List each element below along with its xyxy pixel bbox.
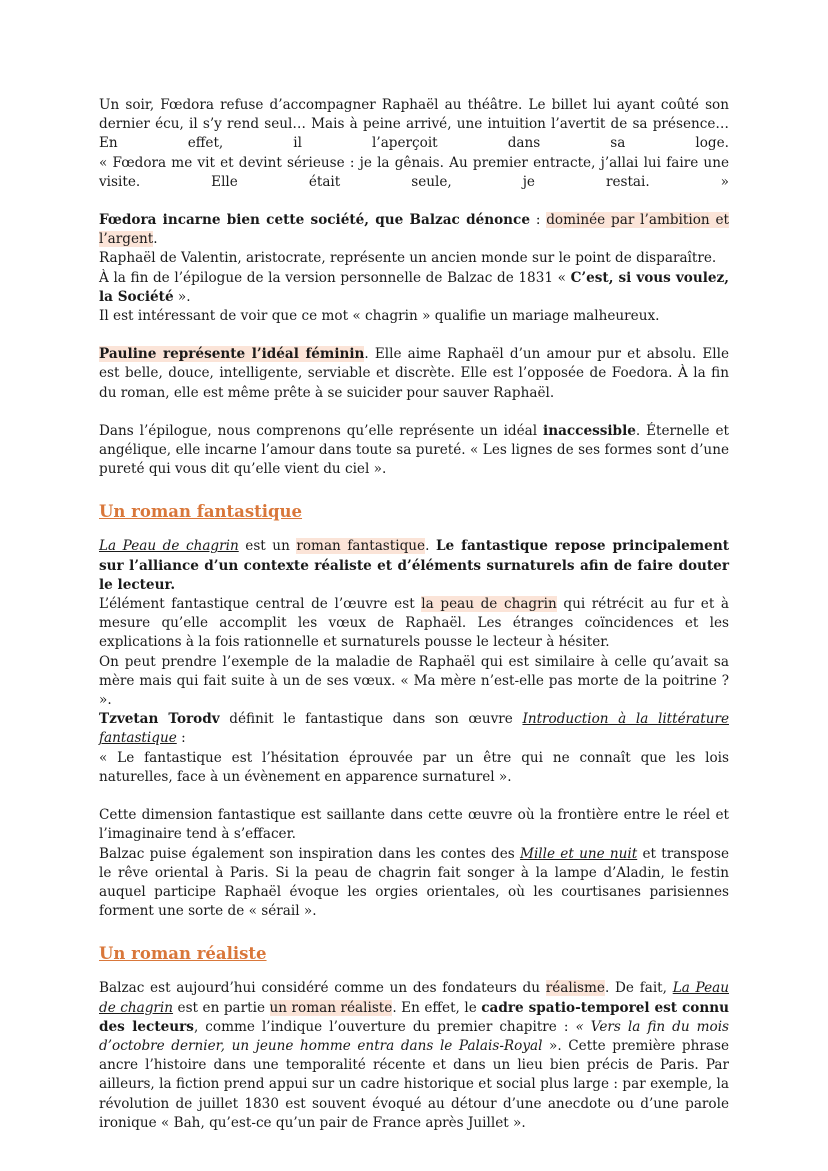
- book-title: Mille et une nuit: [520, 845, 638, 862]
- text: ». Cette première phrase ancre l’histoire dans une temporalité récente et dans un lieu bien précis de Paris. Par ailleurs, la fiction prend appui sur un cadre historique et social plus large : par exemple, la révolution de juillet 1830 est souvent évoqué au détour d’une anecdote ou d’une parole ironique « Bah, qu’est-ce qu’un pair de France après Juillet ».: [99, 1037, 729, 1131]
- highlight: dominée par l’ambition et l’argent: [99, 212, 729, 248]
- paragraph-chagrin-word: Il est intéressant de voir que ce mot « chagrin » qualifie un mariage malheureux.: [99, 308, 660, 325]
- quote-foedora: « Fœdora me vit et devint sérieuse : je la gênais. Au premier entracte, j’allai lui faire une visite. Elle était seule, je restai. »: [99, 154, 729, 190]
- text: définit le fantastique dans son œuvre: [219, 711, 523, 728]
- book-title: La Peau de chagrin: [99, 980, 729, 1016]
- text: . Elle aime Raphaël d’un amour pur et absolu. Elle est belle, douce, intelligente, serviable et discrète. Elle est l’opposée de Foedora. À la fin du roman, elle est même prête à se suicider pour sauver Raphaël.: [99, 346, 729, 401]
- paragraph-realisme: [99, 979, 729, 1133]
- text: Dans l’épilogue, nous comprenons qu’elle représente un idéal: [99, 422, 544, 439]
- text: .: [425, 538, 436, 555]
- paragraph-todorov: [99, 710, 729, 748]
- text: est en partie: [173, 999, 270, 1016]
- text: À la fin de l’épilogue de la version personnelle de Balzac de 1831 «: [99, 269, 571, 286]
- heading-roman-realiste[interactable]: Un roman réaliste: [99, 944, 267, 964]
- bold-text: C’est, si vous voulez, la Société: [99, 269, 729, 305]
- paragraph-dimension: Cette dimension fantastique est saillante dans cette œuvre où la frontière entre le réel et l’imaginaire tend à s’effacer.: [99, 807, 729, 843]
- text: qui rétrécit au fur et à mesure qu’elle accomplit les vœux de Raphaël. Les étranges coïncidences et les explications à la fois rationnelle et surnaturels pousse le lecteur à hésiter.: [99, 596, 730, 651]
- italic-quote: « Vers la fin du mois d’octobre dernier, un jeune homme entra dans le Palais-Royal: [99, 1018, 730, 1054]
- text: Balzac est aujourd’hui considéré comme un des fondateurs du: [99, 980, 546, 997]
- text: , comme l’indique l’ouverture du premier chapitre :: [193, 1018, 576, 1035]
- text: est un: [238, 538, 297, 555]
- paragraph-pauline: [99, 345, 729, 403]
- bold-text: Tzvetan Torodv: [99, 711, 220, 728]
- paragraph-maladie: On peut prendre l’exemple de la maladie de Raphaël qui est similaire à celle qu’avait sa mère mais qui fait suite à un de ses vœux. « Ma mère n’est-elle pas morte de la poitrine ? ».: [99, 653, 729, 709]
- paragraph-theatre: Un soir, Fœdora refuse d’accompagner Raphaël au théâtre. Le billet lui ayant coûté son dernier écu, il s’y rend seul… Mais à peine arrivé, une intuition l’avertit de sa présence… En effet, il l’aperçoit dans sa loge.: [99, 97, 729, 152]
- paragraph-epilogue-1831: [99, 269, 729, 307]
- highlight: roman fantastique: [296, 538, 426, 555]
- paragraph-foedora-society: [99, 211, 729, 249]
- bold-text: inaccessible: [543, 422, 636, 439]
- bold-text: cadre spatio-temporel est connu des lecteurs: [99, 999, 729, 1035]
- text: . En effet, le: [392, 999, 482, 1016]
- highlight: un roman réaliste: [269, 999, 393, 1016]
- text: .: [153, 231, 158, 248]
- paragraph-peau-element: [99, 595, 729, 653]
- bold-text: Fœdora incarne bien cette société, que Balzac dénonce: [99, 212, 530, 229]
- book-title: La Peau de chagrin: [99, 538, 239, 555]
- paragraph-mille-nuits: [99, 845, 729, 922]
- heading-roman-fantastique[interactable]: Un roman fantastique: [99, 502, 303, 522]
- highlight: la peau de chagrin: [421, 596, 557, 613]
- paragraph-fantastique-definition: [99, 537, 729, 595]
- highlight: Pauline représente l’idéal féminin: [99, 346, 365, 363]
- bold-text: Le fantastique repose principalement sur l’alliance d’un contexte réaliste et d’éléments surnaturels afin de faire douter le lecteur.: [99, 538, 729, 593]
- highlight: réalisme: [545, 980, 605, 997]
- text: . Éternelle et angélique, elle incarne l’amour dans toute sa pureté. « Les lignes de ses formes sont d’une pureté qui vous dit qu’elle vient du ciel ».: [99, 422, 729, 478]
- quote-todorov: « Le fantastique est l’hésitation éprouvée par un être qui ne connaît que les lois naturelles, face à un évènement en apparence surnaturel ».: [99, 749, 729, 785]
- text: L’élément fantastique central de l’œuvre est: [99, 596, 422, 613]
- text: . De fait,: [604, 980, 673, 997]
- text: ».: [173, 288, 191, 305]
- text: Balzac puise également son inspiration dans les contes des: [99, 845, 521, 862]
- book-title: Introduction à la littérature fantastique: [99, 711, 730, 747]
- text: :: [176, 730, 186, 747]
- text: et transpose le rêve oriental à Paris. Si la peau de chagrin fait songer à la lampe d’Aladin, le festin auquel participe Raphaël évoque les orgies orientales, où les courtisanes parisiennes forment une sorte de « sérail ».: [99, 845, 729, 920]
- paragraph-raphael: Raphaël de Valentin, aristocrate, représente un ancien monde sur le point de disparaître.: [99, 250, 717, 267]
- text: :: [529, 212, 547, 229]
- paragraph-epilogue-pauline: [99, 422, 729, 480]
